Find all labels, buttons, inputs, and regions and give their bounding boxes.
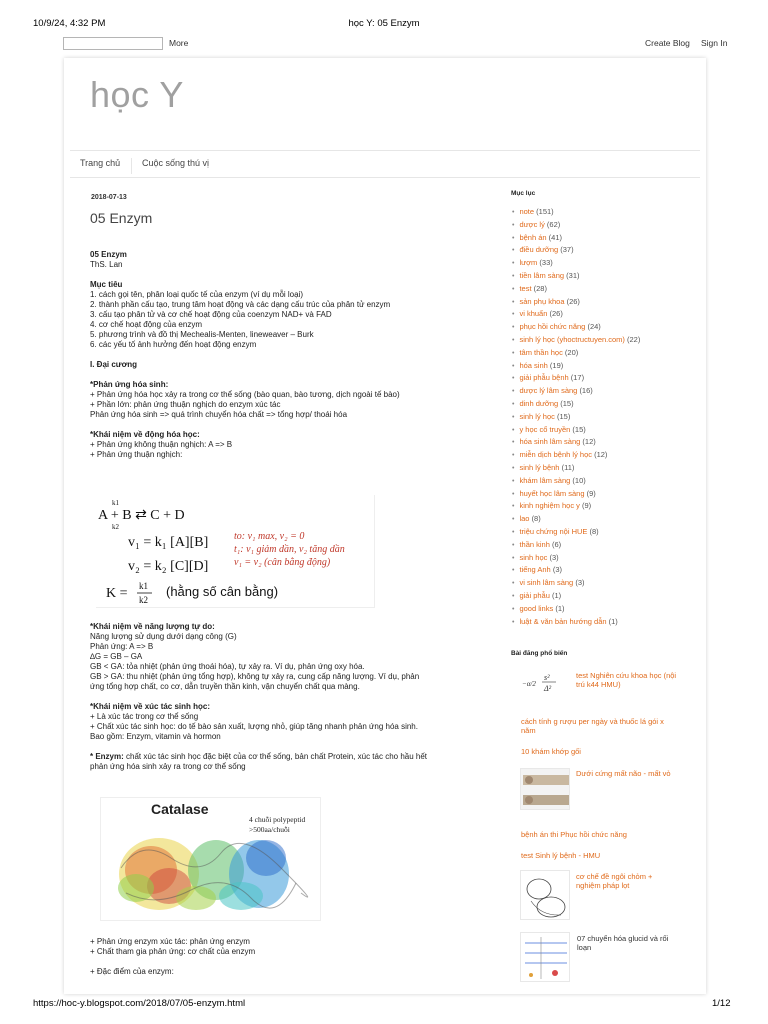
post-body-intro	[90, 250, 490, 460]
label-list	[511, 206, 701, 628]
catalyst-line: + Chất xúc tác sinh học: do tế bào sản xuất, lượng nhỏ, giúp tăng nhanh phản ứng hóa sinh.	[90, 722, 418, 731]
objective-item: 3. cấu tạo phân tử và cơ chế hoạt động của coenzym NAD+ và FAD	[90, 310, 332, 319]
print-title: học Y: 05 Enzym	[348, 18, 420, 29]
popular-thumb-metabolism	[520, 932, 570, 982]
label-count: (3)	[575, 578, 585, 588]
label-item[interactable]	[511, 308, 701, 321]
label-item[interactable]	[511, 475, 701, 488]
formula-K: K =	[106, 586, 128, 601]
popular-thumb-sketch	[520, 870, 570, 920]
labels-heading: Mục lục	[511, 190, 536, 197]
svg-text:Δ²: Δ²	[544, 684, 552, 692]
label-link[interactable]: thần kinh	[519, 539, 550, 549]
tail-line: + Chất tham gia phản ứng: cơ chất của enzym	[90, 947, 256, 956]
svg-text:s²: s²	[544, 673, 550, 682]
bullet-icon: •	[512, 311, 515, 319]
popular-thumb-posture	[520, 768, 570, 810]
label-count: (11)	[561, 462, 575, 472]
catalase-note-2: >500aa/chuỗi	[249, 825, 290, 834]
label-link[interactable]: giải phẫu	[519, 590, 550, 600]
label-item[interactable]	[511, 219, 701, 232]
tail-line: + Phản ứng enzym xúc tác: phản ứng enzym	[90, 937, 250, 946]
energy-line: GB > GA: thu nhiệt (phản ứng tổng hợp), không tự xảy ra, cung cấp năng lượng. Ví dụ, phản	[90, 672, 420, 681]
label-link[interactable]: sinh lý học	[519, 411, 555, 421]
label-count: (26)	[566, 296, 580, 306]
label-count: (28)	[533, 283, 547, 293]
label-item[interactable]	[511, 526, 701, 539]
popular-post-link[interactable]: cơ chế đề ngôi chỏm + nghiệm pháp lọt	[576, 872, 653, 890]
label-link[interactable]: sinh lý bệnh	[519, 462, 560, 472]
label-item[interactable]	[511, 424, 701, 437]
reaction-title: *Phản ứng hóa sinh:	[90, 380, 169, 389]
bullet-icon: •	[512, 477, 515, 485]
bullet-icon: •	[512, 375, 515, 383]
posture-thumb-svg	[521, 769, 571, 811]
label-link[interactable]: note	[519, 207, 535, 216]
energy-line: ∆G = GB – GA	[90, 652, 143, 661]
tail-line: + Đặc điểm của enzym:	[90, 967, 174, 976]
label-count: (12)	[594, 450, 608, 460]
label-link[interactable]: sản phụ khoa	[519, 296, 565, 306]
label-link[interactable]: điều dưỡng	[519, 245, 559, 255]
print-date: 10/9/24, 4:32 PM	[33, 18, 106, 29]
label-count: (20)	[564, 347, 579, 357]
label-link[interactable]: luật & văn bản hướng dẫn	[519, 616, 607, 626]
catalase-image	[100, 797, 321, 921]
bullet-icon: •	[512, 324, 515, 332]
label-count: (16)	[579, 386, 593, 396]
objective-item: 6. các yếu tố ảnh hưởng đến hoạt động enzym	[90, 340, 257, 349]
post-date: 2018-07-13	[91, 194, 127, 201]
bullet-icon: •	[512, 272, 515, 280]
label-item[interactable]	[511, 488, 701, 501]
label-link[interactable]: huyết học lâm sàng	[519, 488, 585, 498]
label-item[interactable]	[511, 334, 701, 347]
bullet-icon: •	[512, 400, 515, 408]
label-item[interactable]	[511, 372, 701, 385]
catalyst-line: Bao gồm: Enzym, vitamin và hormon	[90, 732, 221, 741]
enzym-line: chất xúc tác sinh học đặc biệt của cơ thể sống, bản chất Protein, xúc tác cho hầu hết	[123, 752, 428, 761]
protein-structure	[118, 838, 308, 910]
sidebar-labels	[511, 190, 701, 628]
post-body-tail	[90, 937, 490, 977]
label-item[interactable]	[511, 462, 701, 475]
label-link[interactable]: tiền lâm sàng	[519, 270, 565, 280]
label-link[interactable]: lượm	[519, 258, 538, 268]
bullet-icon: •	[512, 221, 515, 229]
reaction-line: + Phần lớn: phản ứng thuận nghịch do enzym xúc tác	[90, 400, 281, 409]
label-count: (24)	[587, 322, 601, 332]
label-item[interactable]	[511, 398, 701, 411]
label-item[interactable]	[511, 283, 701, 296]
formula-k2: k2	[112, 523, 119, 531]
kinetics-line: + Phản ứng thuận nghịch:	[90, 450, 183, 459]
label-count: (9)	[586, 488, 596, 498]
energy-line: GB < GA: tỏa nhiệt (phản ứng thoái hóa), tự xảy ra. Ví dụ, phản ứng oxy hóa.	[90, 662, 365, 671]
label-link[interactable]: y học cổ truyền	[519, 424, 571, 434]
sign-in-link[interactable]: Sign In	[701, 38, 728, 48]
print-header	[0, 0, 768, 32]
post-author: ThS. Lan	[90, 260, 123, 269]
popular-post-link[interactable]: 10 khám khớp gối	[521, 747, 581, 756]
label-item[interactable]	[511, 500, 701, 513]
navbar-more-link[interactable]: More	[169, 38, 189, 48]
bullet-icon: •	[512, 388, 515, 396]
bullet-icon: •	[512, 592, 515, 600]
blog-title[interactable]: học Y	[90, 74, 184, 115]
label-count: (9)	[582, 501, 592, 511]
post-body-energy	[90, 622, 490, 772]
label-link[interactable]: sinh học	[519, 552, 548, 562]
label-link[interactable]: sinh lý học (yhoctructuyen.com)	[519, 334, 625, 344]
label-count: (22)	[627, 334, 641, 344]
label-link[interactable]: dược lý	[519, 219, 545, 229]
catalase-svg	[101, 798, 322, 922]
popular-post-link[interactable]: bệnh án thi Phục hồi chức năng	[521, 830, 627, 839]
label-link[interactable]: hóa sinh	[519, 360, 548, 370]
label-count: (1)	[555, 603, 565, 613]
popular-post-link[interactable]: Dưới cứng mất não - mất vỏ	[576, 769, 671, 778]
formula-reaction: A + B ⇄ C + D	[98, 508, 185, 523]
blogger-navbar	[0, 32, 768, 58]
popular-post-link[interactable]: 07 chuyển hóa glucid và rối loạn	[577, 934, 669, 952]
label-item[interactable]	[511, 552, 701, 565]
label-count: (12)	[582, 437, 596, 447]
label-count: (3)	[549, 552, 559, 562]
label-link[interactable]: tiếng Anh	[519, 565, 551, 575]
bullet-icon: •	[512, 490, 515, 498]
bullet-icon: •	[512, 260, 515, 268]
label-count: (41)	[548, 232, 563, 242]
equilibrium-formula-image	[96, 495, 375, 608]
navbar-search-input[interactable]	[63, 37, 163, 50]
print-url: https://hoc-y.blogspot.com/2018/07/05-enzym.html	[33, 998, 246, 1009]
label-item[interactable]	[511, 513, 701, 526]
bullet-icon: •	[512, 413, 515, 421]
energy-title: *Khái niệm về năng lượng tự do:	[90, 622, 215, 631]
label-link[interactable]: giải phẫu bệnh	[519, 373, 569, 383]
label-count: (26)	[549, 309, 563, 319]
label-item[interactable]	[511, 360, 701, 373]
label-count: (17)	[570, 373, 585, 383]
bullet-icon: •	[512, 426, 515, 434]
label-item[interactable]	[511, 590, 701, 603]
label-item[interactable]	[511, 564, 701, 577]
print-page-number: 1/12	[712, 998, 731, 1009]
label-count: (15)	[560, 398, 574, 408]
formula-k1: k1	[112, 499, 119, 507]
label-item[interactable]	[511, 257, 701, 270]
formula-K-note: (hằng số cân bằng)	[166, 584, 279, 599]
bullet-icon: •	[512, 554, 515, 562]
label-count: (33)	[539, 258, 553, 268]
label-item[interactable]	[511, 385, 701, 398]
label-item[interactable]	[511, 347, 701, 360]
post-title[interactable]: 05 Enzym	[90, 210, 153, 226]
label-count: (10)	[572, 475, 586, 485]
label-link[interactable]: hóa sinh lâm sàng	[519, 437, 581, 447]
catalase-title: Catalase	[151, 801, 209, 817]
label-item[interactable]	[511, 270, 701, 283]
bullet-icon: •	[512, 209, 515, 216]
label-link[interactable]: good links	[519, 603, 554, 613]
bullet-icon: •	[512, 516, 515, 524]
tab-home[interactable]: Trang chủ	[80, 158, 121, 168]
kinetics-title: *Khái niệm về động hóa học:	[90, 430, 200, 439]
label-item[interactable]	[511, 436, 701, 449]
formula-v2: v₂ = k₂ [C][D]	[128, 559, 209, 574]
sketch-thumb-svg	[521, 871, 571, 921]
bullet-icon: •	[512, 528, 515, 536]
label-link[interactable]: bệnh án	[519, 232, 547, 242]
section-1-title: I. Đại cương	[90, 360, 138, 369]
label-link[interactable]: khám lâm sàng	[519, 475, 571, 485]
label-count: (15)	[572, 424, 586, 434]
label-item[interactable]	[511, 577, 701, 590]
bullet-icon: •	[512, 336, 515, 344]
label-link[interactable]: test	[519, 283, 532, 293]
label-item[interactable]	[511, 603, 701, 616]
bullet-icon: •	[512, 298, 515, 306]
label-link[interactable]: vi sinh lâm sàng	[519, 578, 574, 588]
bullet-icon: •	[512, 580, 515, 588]
kinetics-line: + Phản ứng không thuận nghịch: A => B	[90, 440, 233, 449]
objective-item: 5. phương trình và đồ thị Mechealis-Menten, lineweaver – Burk	[90, 330, 314, 339]
energy-line: Năng lượng sử dụng dưới dạng công (G)	[90, 632, 237, 641]
bullet-icon: •	[512, 618, 515, 626]
bullet-icon: •	[512, 541, 515, 549]
bullet-icon: •	[512, 247, 515, 255]
reaction-line: + Phản ứng hóa học xảy ra trong cơ thể sống (bào quan, bào tương, dịch ngoài tế bào)	[90, 390, 400, 399]
print-footer	[0, 994, 768, 1024]
label-count: (1)	[552, 590, 562, 600]
svg-text:−α/2: −α/2	[522, 680, 536, 688]
label-link[interactable]: tâm thần học	[519, 347, 563, 357]
bullet-icon: •	[512, 285, 515, 293]
energy-line: ứng tổng hợp chất, co cơ, dẫn truyền thần kinh, vận chuyển chất qua màng.	[90, 682, 360, 691]
label-count: (15)	[556, 411, 571, 421]
formula-note-1: to: v₁ max, v₂ = 0	[234, 531, 305, 542]
formula-thumb-svg	[520, 670, 562, 692]
label-item[interactable]	[511, 206, 701, 219]
popular-post-link[interactable]: cách tính g rượu per ngày và thuốc lá gói x năm	[521, 717, 664, 735]
post-heading: 05 Enzym	[90, 250, 127, 259]
popular-posts-heading: Bài đăng phổ biến	[511, 650, 568, 657]
popular-post-link[interactable]: test Nghiên cứu khoa học (nội trú k44 HMU)	[576, 671, 677, 689]
label-link[interactable]: triệu chứng nội HUE	[519, 526, 588, 536]
label-count: (19)	[549, 360, 564, 370]
label-count: (8)	[531, 514, 541, 524]
catalyst-title: *Khái niệm về xúc tác sinh học:	[90, 702, 211, 711]
label-link[interactable]: kinh nghiệm học y	[519, 501, 580, 511]
popular-post-link[interactable]: test Sinh lý bệnh - HMU	[521, 851, 601, 860]
reaction-line: Phản ứng hóa sinh => quá trình chuyển hóa chất => tổng hợp/ thoái hóa	[90, 410, 348, 419]
popular-thumb-formula	[520, 670, 562, 692]
formula-v1: v₁ = k₁ [A][B]	[128, 535, 209, 550]
formula-K-den: k2	[139, 595, 148, 605]
label-count: (1)	[608, 616, 618, 626]
bullet-icon: •	[512, 234, 515, 242]
label-item[interactable]	[511, 232, 701, 245]
bullet-icon: •	[512, 362, 515, 370]
create-blog-link[interactable]: Create Blog	[645, 38, 690, 48]
label-count: (37)	[560, 245, 574, 255]
label-item[interactable]	[511, 296, 701, 309]
page-tabs	[70, 150, 700, 178]
label-link[interactable]: dinh dưỡng	[519, 398, 559, 408]
metabolism-thumb-svg	[521, 933, 571, 983]
formula-note-2: t₁: v₁ giảm dần, v₂ tăng dần	[234, 544, 345, 555]
label-count: (151)	[536, 207, 554, 216]
formula-note-3: v₁ = v₂ (cân bằng động)	[234, 557, 331, 568]
energy-line: Phản ứng: A => B	[90, 642, 154, 651]
objectives-title: Mục tiêu	[90, 280, 123, 289]
enzym-line: phản ứng hóa sinh xảy ra trong cơ thể sống	[90, 762, 246, 771]
bullet-icon: •	[512, 605, 515, 613]
label-item[interactable]	[511, 321, 701, 334]
label-item[interactable]	[511, 539, 701, 552]
label-link[interactable]: miễn dịch bệnh lý học	[519, 450, 592, 460]
label-count: (6)	[552, 539, 562, 549]
enzym-label: * Enzym:	[90, 752, 124, 761]
label-link[interactable]: dược lý lâm sàng	[519, 386, 578, 396]
objective-item: 2. thành phần cấu tạo, trung tâm hoạt động và các dạng cấu trúc của phân tử enzym	[90, 300, 391, 309]
tab-interesting-life[interactable]: Cuộc sống thú vị	[131, 158, 219, 174]
formula-svg	[96, 495, 375, 608]
formula-K-num: k1	[139, 581, 148, 591]
bullet-icon: •	[512, 567, 515, 575]
catalase-note-1: 4 chuỗi polypeptid	[249, 815, 306, 824]
label-link[interactable]: lao	[519, 514, 530, 524]
label-link[interactable]: vi khuẩn	[519, 309, 548, 319]
objective-item: 1. cách gọi tên, phân loại quốc tế của enzym (ví dụ mỗi loại)	[90, 290, 304, 299]
label-count: (62)	[546, 219, 561, 229]
label-count: (8)	[589, 526, 599, 536]
label-item[interactable]	[511, 616, 701, 629]
objective-item: 4. cơ chế hoạt động của enzym	[90, 320, 202, 329]
label-item[interactable]	[511, 411, 701, 424]
bullet-icon: •	[512, 464, 515, 472]
label-item[interactable]	[511, 449, 701, 462]
bullet-icon: •	[512, 452, 515, 460]
label-count: (3)	[552, 565, 562, 575]
label-count: (31)	[566, 270, 580, 280]
bullet-icon: •	[512, 439, 515, 447]
catalyst-line: + Là xúc tác trong cơ thể sống	[90, 712, 199, 721]
label-item[interactable]	[511, 244, 701, 257]
label-link[interactable]: phục hồi chức năng	[519, 322, 586, 332]
bullet-icon: •	[512, 349, 515, 357]
bullet-icon: •	[512, 503, 515, 511]
